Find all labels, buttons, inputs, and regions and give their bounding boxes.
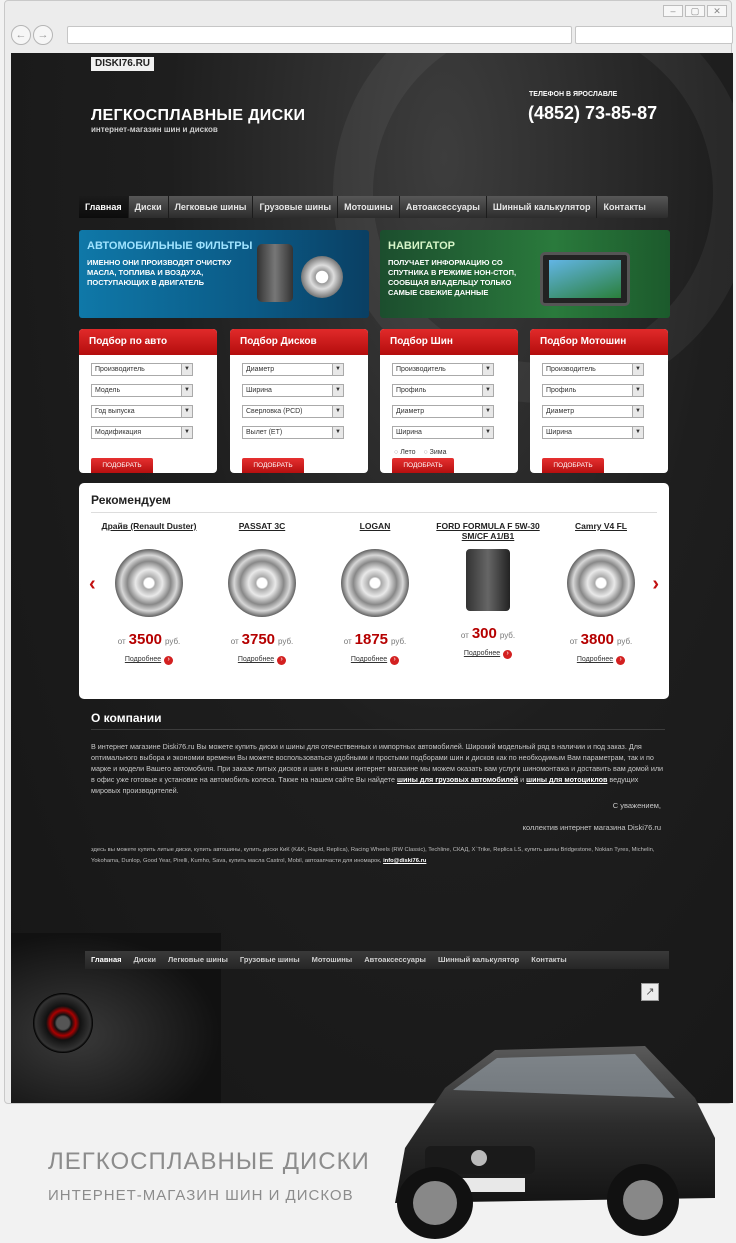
carousel-prev-icon[interactable]: ‹ xyxy=(89,573,96,595)
main-menu xyxy=(79,196,668,218)
select-modification[interactable]: Модификация ▼ xyxy=(91,426,193,439)
address-bar[interactable] xyxy=(67,26,572,44)
select-diameter[interactable]: Диаметр ▼ xyxy=(542,405,644,418)
select-width[interactable]: Ширина ▼ xyxy=(242,384,344,397)
select-manufacturer[interactable]: Производитель ▼ xyxy=(542,363,644,376)
product-price: от 3750 руб. xyxy=(230,631,294,648)
select-width[interactable]: Ширина ▼ xyxy=(392,426,494,439)
chevron-down-icon: ▼ xyxy=(632,427,643,438)
pick-button[interactable]: ПОДОБРАТЬ xyxy=(242,458,304,473)
truck-tires-link[interactable]: шины для грузовых автомобилей xyxy=(397,775,519,784)
select-width[interactable]: Ширина ▼ xyxy=(542,426,644,439)
menu-item-moto-tires[interactable]: Мотошины xyxy=(338,196,400,218)
product-name[interactable]: Camry V4 FL xyxy=(575,521,627,531)
signature-greeting: С уважением, xyxy=(612,801,661,810)
recommended-title: Рекомендуем xyxy=(91,493,171,507)
select-diameter[interactable]: Диаметр ▼ xyxy=(242,363,344,376)
gps-navigator-image xyxy=(540,252,630,306)
chevron-down-icon: ▼ xyxy=(181,385,192,396)
menu-item-accessories[interactable]: Автоаксессуары xyxy=(400,196,487,218)
selector-disks xyxy=(230,329,368,473)
wheel-image[interactable] xyxy=(228,549,296,617)
wheel-image[interactable] xyxy=(567,549,635,617)
website xyxy=(11,53,733,1103)
details-link[interactable]: Подробнее › xyxy=(206,656,318,665)
forward-icon[interactable]: → xyxy=(33,25,53,45)
menu-item-contacts[interactable]: Контакты xyxy=(603,202,646,212)
product-name[interactable]: LOGAN xyxy=(359,521,391,531)
product-card xyxy=(319,521,431,665)
maximize-icon[interactable]: ▢ xyxy=(685,5,705,17)
select-model[interactable]: Модель ▼ xyxy=(91,384,193,397)
radio-winter[interactable]: ○ Зима xyxy=(423,449,446,456)
product-card xyxy=(206,521,318,665)
chevron-down-icon: ▼ xyxy=(482,385,493,396)
product-price: от 300 руб. xyxy=(460,625,516,642)
select-diameter[interactable]: Диаметр ▼ xyxy=(392,405,494,418)
chevron-down-icon: ▼ xyxy=(632,406,643,417)
chevron-down-icon: ▼ xyxy=(482,406,493,417)
selector-moto-tires xyxy=(530,329,668,473)
select-profile[interactable]: Профиль ▼ xyxy=(542,384,644,397)
oil-canister-image[interactable] xyxy=(466,549,510,611)
banner-title: АВТОМОБИЛЬНЫЕ ФИЛЬТРЫ xyxy=(87,240,253,252)
footer-item-contacts[interactable]: Контакты xyxy=(531,955,567,964)
site-title: ЛЕГКОСПЛАВНЫЕ ДИСКИ xyxy=(91,107,306,124)
chevron-down-icon: ▼ xyxy=(482,427,493,438)
product-price: от 1875 руб. xyxy=(343,631,407,648)
browser-search-input[interactable] xyxy=(575,26,733,44)
footer-item-tire-calculator[interactable]: Шинный калькулятор xyxy=(437,955,520,964)
selector-by-car xyxy=(79,329,217,473)
email-link[interactable]: info@diski76.ru xyxy=(383,858,427,864)
footer-menu xyxy=(85,951,669,969)
details-link[interactable]: Подробнее › xyxy=(432,650,544,659)
details-link[interactable]: Подробнее › xyxy=(545,656,657,665)
chevron-down-icon: ▼ xyxy=(332,406,343,417)
banner-title: НАВИГАТОР xyxy=(388,240,456,252)
about-text: В интернет магазине Diski76.ru Вы можете купить диски и шины для отечественных и импортных автомобилей. Широкий модельный ряд в наличии и под заказ. Для оптимального выбора и экономии времени Вы можете воспользоваться удобными и простыми подборами шин и дисков как по необходимым Вам параметрам, так и по марке и модели Вашего автомобиля. При заказе литых дисков и шин в нашем интернет магазине мы можем оказать вам услуги шиномонтажа и доставить вам домой или в офис уже готовые к установке на автомобиль колеса. Также на нашем сайте Вы найдете шины для грузовых автомобилей и шины для мотоциклов ведущих мировых производителей. xyxy=(91,742,664,795)
footer-item-disks[interactable]: Диски xyxy=(133,955,157,964)
wheel-image[interactable] xyxy=(341,549,409,617)
pick-button[interactable]: ПОДОБРАТЬ xyxy=(542,458,604,473)
about-title: О компании xyxy=(91,711,162,725)
selector-title: Подбор Мотошин xyxy=(530,329,668,355)
product-name[interactable]: FORD FORMULA F 5W-30 SM/CF A1/B1 xyxy=(436,521,540,541)
promo-title: ЛЕГКОСПЛАВНЫЕ ДИСКИ xyxy=(48,1148,370,1175)
selector-tires xyxy=(380,329,518,473)
menu-item-car-tires[interactable]: Легковые шины xyxy=(169,196,254,218)
seo-text: здесь вы можете купить литые диски, купить автошины, купить диски КиК (K&K, Rapid, Replica), Racing Wheels (RW Classic), Techline, СКАД, X`Trike, Replica LS, купить шины Bridgestone, Nokian Tyres, Michelin, Yokohama, Dunlop, Good Year, Pirelli, Kumho, Sava, купить масла Castrol, Mobil, автозапчасти для иномарок, info@diski76.ru xyxy=(91,847,655,864)
wheel-image[interactable] xyxy=(115,549,183,617)
chevron-down-icon: ▼ xyxy=(632,364,643,375)
banner-text: ПОЛУЧАЕТ ИНФОРМАЦИЮ СО СПУТНИКА В РЕЖИМЕ НОН-СТОП, СООБЩАЯ ВЛАДЕЛЬЦУ ТОЛЬКО САМЫЕ СВЕЖИЕ ДАННЫЕ xyxy=(388,258,517,297)
details-link[interactable]: Подробнее › xyxy=(93,656,205,665)
footer-item-moto-tires[interactable]: Мотошины xyxy=(311,955,353,964)
selector-title: Подбор Дисков xyxy=(230,329,368,355)
site-subtitle: интернет-магазин шин и дисков xyxy=(91,125,218,134)
carousel-next-icon[interactable]: › xyxy=(652,573,659,595)
close-icon[interactable]: ✕ xyxy=(707,5,727,17)
select-pcd[interactable]: Сверловка (PCD) ▼ xyxy=(242,405,344,418)
browser-window xyxy=(4,0,732,1104)
footer-item-truck-tires[interactable]: Грузовые шины xyxy=(239,955,300,964)
select-manufacturer[interactable]: Производитель ▼ xyxy=(392,363,494,376)
signature-team: коллектив интернет магазина Diski76.ru xyxy=(522,823,661,832)
phone-label: ТЕЛЕФОН В ЯРОСЛАВЛЕ xyxy=(529,91,618,98)
banner-text: ИМЕННО ОНИ ПРОИЗВОДЯТ ОЧИСТКУ МАСЛА, ТОПЛИВА И ВОЗДУХА, ПОСТУПАЮЩИХ В ДВИГАТЕЛЬ xyxy=(87,258,232,287)
chevron-down-icon: ▼ xyxy=(332,427,343,438)
window-controls xyxy=(663,5,727,17)
chevron-down-icon: ▼ xyxy=(332,364,343,375)
product-card xyxy=(432,521,544,659)
promo-subtitle: ИНТЕРНЕТ-МАГАЗИН ШИН И ДИСКОВ xyxy=(48,1187,354,1204)
external-link-icon[interactable]: ↗ xyxy=(641,983,659,1001)
chevron-down-icon: ▼ xyxy=(181,364,192,375)
banner-navigator[interactable] xyxy=(380,230,670,318)
footer-item-car-tires[interactable]: Легковые шины xyxy=(168,955,228,964)
select-year[interactable]: Год выпуска ▼ xyxy=(91,405,193,418)
footer-item-accessories[interactable]: Автоаксессуары xyxy=(364,955,426,964)
chevron-down-icon: ▼ xyxy=(181,427,192,438)
season-radios xyxy=(394,449,447,456)
menu-item-disks[interactable]: Диски xyxy=(129,196,169,218)
oil-filter-image xyxy=(257,244,293,302)
details-link[interactable]: Подробнее › xyxy=(319,656,431,665)
pick-button[interactable]: ПОДОБРАТЬ xyxy=(91,458,153,473)
product-price: от 3800 руб. xyxy=(569,631,633,648)
menu-item-tire-calculator[interactable]: Шинный калькулятор xyxy=(487,196,598,218)
divider xyxy=(91,729,665,730)
back-icon[interactable]: ← xyxy=(11,25,31,45)
minimize-icon[interactable]: – xyxy=(663,5,683,17)
recommended-section xyxy=(79,483,669,699)
banner-filters[interactable] xyxy=(79,230,369,318)
footer-item-home[interactable]: Главная xyxy=(91,955,122,964)
chevron-down-icon: ▼ xyxy=(632,385,643,396)
filter-ring-image xyxy=(301,256,343,298)
menu-item-home[interactable]: Главная xyxy=(79,196,129,218)
selector-title: Подбор Шин xyxy=(380,329,518,355)
moto-tires-link[interactable]: шины для мотоциклов xyxy=(526,775,608,784)
menu-item-truck-tires[interactable]: Грузовые шины xyxy=(253,196,338,218)
product-card xyxy=(545,521,657,665)
product-price: от 3500 руб. xyxy=(117,631,181,648)
chevron-down-icon: ▼ xyxy=(332,385,343,396)
pick-button[interactable]: ПОДОБРАТЬ xyxy=(392,458,454,473)
product-name[interactable]: PASSAT 3C xyxy=(238,521,286,531)
selector-title: Подбор по авто xyxy=(79,329,217,355)
radio-summer[interactable]: ○ Лето xyxy=(394,449,415,456)
product-card xyxy=(93,521,205,665)
chevron-down-icon: ▼ xyxy=(482,364,493,375)
car-wheel-image xyxy=(33,993,93,1053)
chevron-down-icon: ▼ xyxy=(181,406,192,417)
product-name[interactable]: Драйв (Renault Duster) xyxy=(101,521,197,531)
divider xyxy=(91,512,657,513)
select-manufacturer[interactable]: Производитель ▼ xyxy=(91,363,193,376)
phone-number: (4852) 73-85-87 xyxy=(528,103,658,123)
select-profile[interactable]: Профиль ▼ xyxy=(392,384,494,397)
suv-car-image xyxy=(375,1028,727,1240)
select-offset[interactable]: Вылет (ET) ▼ xyxy=(242,426,344,439)
logo[interactable]: DISKI76.RU xyxy=(91,57,154,71)
